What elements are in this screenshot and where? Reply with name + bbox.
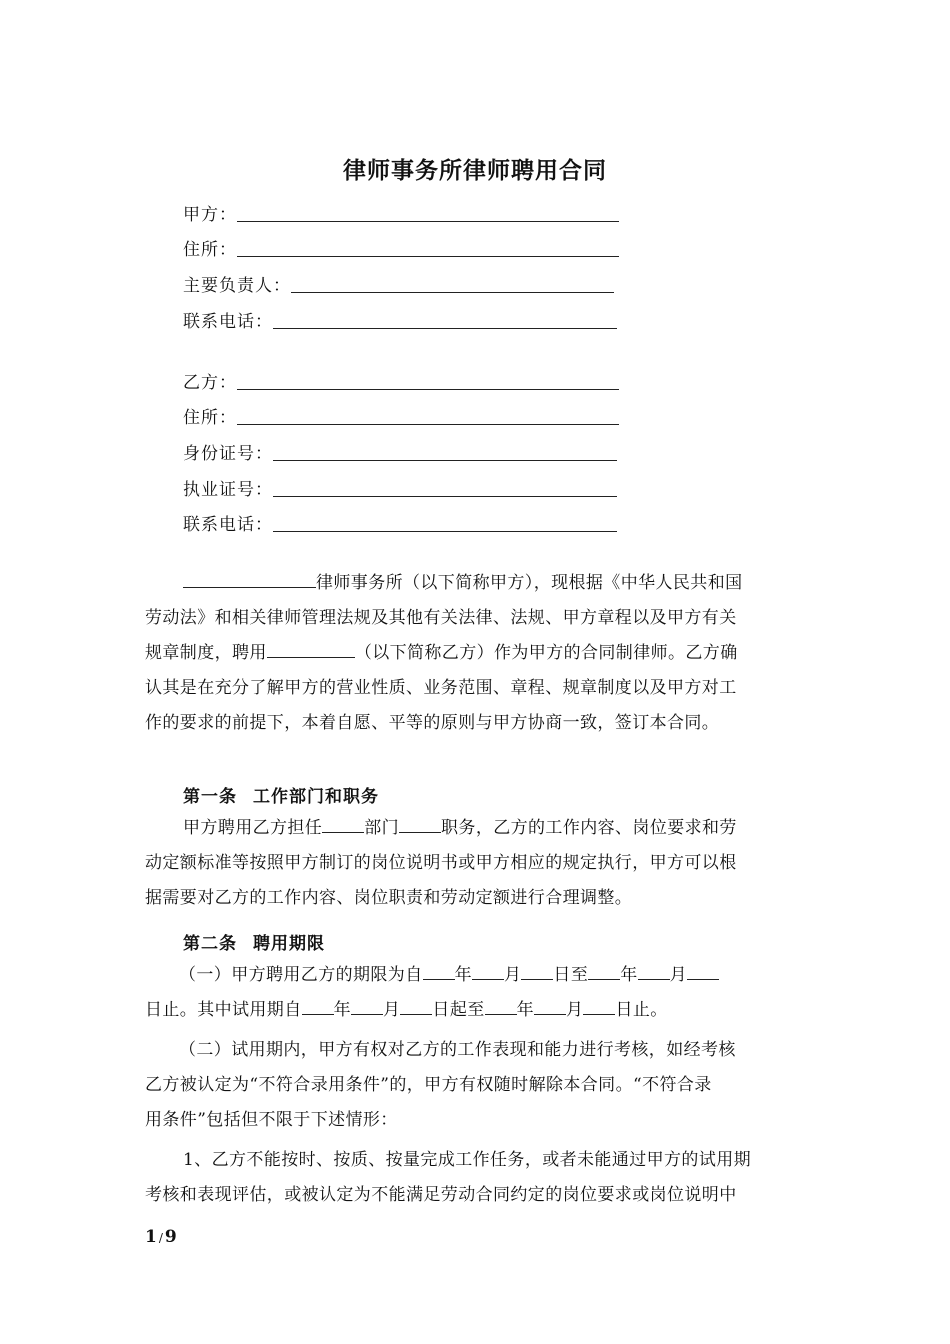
position-blank (399, 814, 441, 833)
date-blank (588, 961, 620, 980)
article-2-text: 日至 (553, 965, 589, 985)
article-2-title: 聘用期限 (253, 934, 325, 954)
article-2-text: 月 (383, 1000, 401, 1020)
intro-text: （以下简称乙方）作为甲方的合同制律师。乙方确 (354, 643, 738, 663)
party-b-phone-label: 联系电话： (183, 515, 273, 535)
party-a-phone-label: 联系电话： (183, 312, 273, 332)
date-blank (485, 996, 517, 1015)
intro-line: 作的要求的前提下，本着自愿、平等的原则与甲方协商一致，签订本合同。 (145, 713, 720, 733)
party-b-license-label: 执业证号： (183, 480, 273, 500)
article-2-text: 日止。 (615, 1000, 668, 1020)
date-blank (302, 996, 334, 1015)
article-2-paragraph-3 (145, 1143, 807, 1213)
firm-name-blank (183, 569, 316, 588)
page-separator: / (158, 1231, 163, 1245)
article-1-heading (183, 782, 379, 807)
article-2-text: 月 (669, 965, 688, 985)
department-blank (322, 814, 364, 833)
party-a-address-blank (237, 236, 619, 257)
article-2-text: 日起至 (432, 1000, 485, 1020)
date-blank (400, 996, 432, 1015)
article-2-text: 年 (333, 1000, 352, 1020)
lawyer-name-blank (267, 639, 355, 658)
intro-line: 认其是在充分了解甲方的营业性质、业务范围、章程、规章制度以及甲方对工 (145, 678, 737, 698)
intro-line (145, 566, 807, 601)
party-a-phone-field (183, 304, 617, 332)
intro-text: 规章制度，聘用 (145, 643, 267, 663)
article-2-text: 年 (454, 965, 473, 985)
article-2-line (145, 993, 807, 1028)
page-current: 1 (145, 1227, 157, 1247)
party-a-name-field (183, 197, 619, 225)
article-1-line (145, 811, 807, 846)
page-number (145, 1227, 177, 1247)
article-2-number: 第二条 (183, 934, 237, 954)
article-2-text: （二）试用期内，甲方有权对乙方的工作表现和能力进行考核，如经考核 (179, 1040, 736, 1060)
party-b-name-blank (237, 369, 619, 390)
page-total: 9 (164, 1227, 177, 1247)
party-a-name-blank (237, 201, 619, 222)
article-1-number: 第一条 (183, 787, 237, 807)
party-a-principal-field (183, 268, 614, 296)
article-2-paragraph-2 (145, 1033, 807, 1138)
date-blank (583, 996, 615, 1015)
article-2-paragraph-1 (145, 958, 807, 1028)
party-a-name-label: 甲方： (183, 205, 237, 225)
party-b-address-field (183, 400, 619, 428)
article-2-text: 年 (516, 1000, 535, 1020)
date-blank (472, 961, 504, 980)
party-a-address-label: 住所： (183, 240, 237, 260)
party-a-principal-label: 主要负责人： (183, 276, 291, 296)
article-2-text: （一）甲方聘用乙方的期限为自 (179, 965, 423, 985)
date-blank (521, 961, 553, 980)
article-2-text: 1、乙方不能按时、按质、按量完成工作任务，或者未能通过甲方的试用期 (183, 1150, 752, 1170)
document-title: 律师事务所律师聘用合同 (343, 158, 607, 184)
party-b-phone-blank (273, 511, 617, 532)
date-blank (351, 996, 383, 1015)
article-2-line (145, 1143, 807, 1178)
article-2-heading (183, 929, 325, 954)
article-1-text: 甲方聘用乙方担任 (183, 818, 323, 838)
article-1-paragraph (145, 811, 807, 916)
date-blank (687, 961, 719, 980)
party-b-id-label: 身份证号： (183, 444, 273, 464)
article-1-title: 工作部门和职务 (253, 787, 379, 807)
intro-paragraph (145, 566, 807, 741)
party-b-id-blank (273, 440, 617, 461)
article-2-text: 月 (566, 1000, 584, 1020)
article-2-line: 考核和表现评估，或被认定为不能满足劳动合同约定的岗位要求或岗位说明中 (145, 1185, 737, 1205)
party-a-address-field (183, 232, 619, 260)
party-a-principal-blank (291, 272, 614, 293)
party-b-phone-field (183, 507, 617, 535)
article-2-text: 日止。其中试用期自 (145, 1000, 302, 1020)
intro-line: 劳动法》和相关律师管理法规及其他有关法律、法规、甲方章程以及甲方有关 (145, 608, 737, 628)
party-b-address-blank (237, 404, 619, 425)
date-blank (534, 996, 566, 1015)
article-1-line: 动定额标准等按照甲方制订的岗位说明书或甲方相应的规定执行，甲方可以根 (145, 853, 737, 873)
article-2-line (145, 958, 807, 993)
party-b-license-blank (273, 476, 617, 497)
article-1-line: 据需要对乙方的工作内容、岗位职责和劳动定额进行合理调整。 (145, 888, 633, 908)
party-b-license-field (183, 472, 617, 500)
intro-line (145, 636, 807, 671)
party-b-id-field (183, 436, 617, 464)
party-b-address-label: 住所： (183, 408, 237, 428)
article-2-line: 乙方被认定为“不符合录用条件”的，甲方有权随时解除本合同。“不符合录 (145, 1075, 712, 1095)
party-b-name-field (183, 365, 619, 393)
date-blank (638, 961, 670, 980)
date-blank (423, 961, 455, 980)
intro-text: 律师事务所（以下简称甲方），现根据《中华人民共和国 (316, 573, 743, 593)
article-2-line: 用条件”包括但不限于下述情形： (145, 1110, 398, 1130)
article-2-text: 月 (504, 965, 522, 985)
article-2-text: 年 (620, 965, 638, 985)
article-2-line (145, 1033, 807, 1068)
party-b-name-label: 乙方： (183, 373, 237, 393)
article-1-text: 职务，乙方的工作内容、岗位要求和劳 (441, 818, 737, 838)
article-1-text: 部门 (364, 818, 400, 838)
party-a-phone-blank (273, 308, 617, 329)
